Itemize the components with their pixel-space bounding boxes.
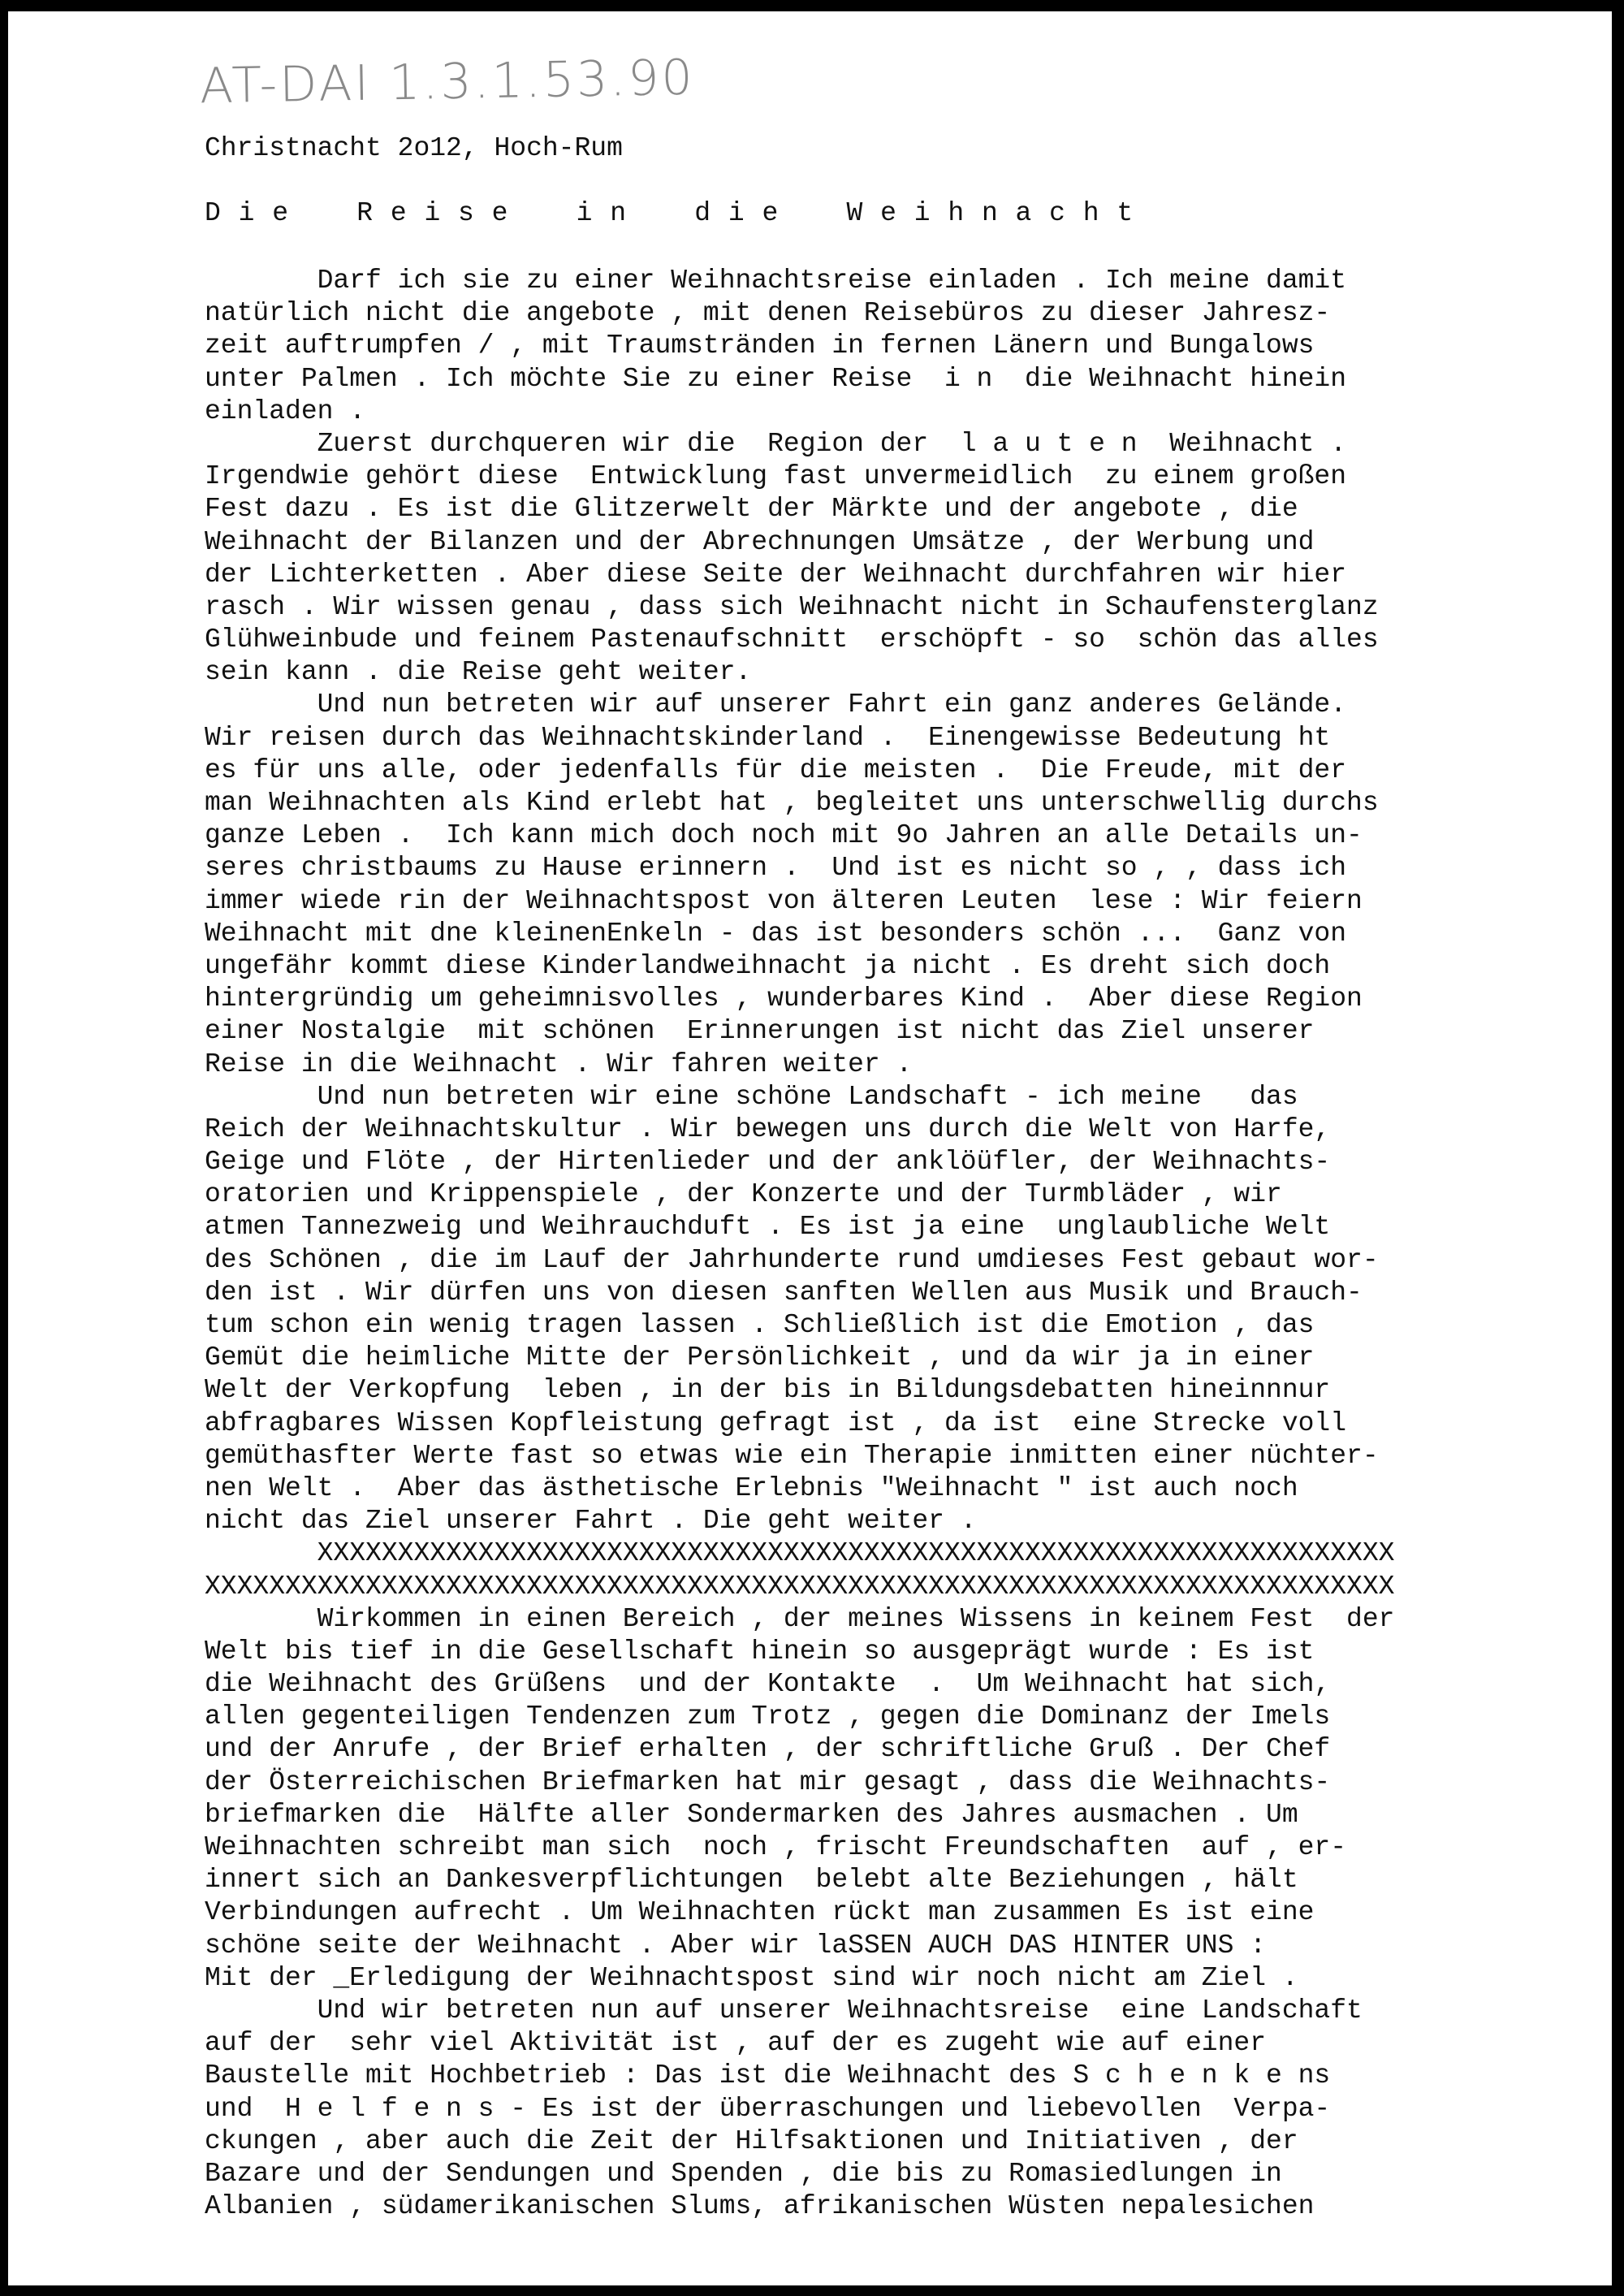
text-line: Weihnachten schreibt man sich noch , frischt Freundschaften auf , er- (205, 1832, 1347, 1862)
text-line: Weihnacht der Bilanzen und der Abrechnungen Umsätze , der Werbung und (205, 526, 1315, 557)
text-line: und der Anrufe , der Brief erhalten , der schriftliche Gruß . Der Chef (205, 1734, 1331, 1765)
text-line: unter Palmen . Ich möchte Sie zu einer Reise i n die Weihnacht hinein (205, 363, 1347, 394)
document-page (8, 11, 1612, 2285)
archive-signature: AT-DAI 1.3.1.53.90 (199, 49, 696, 115)
text-line: des Schönen , die im Lauf der Jahrhunderte rund umdieses Fest gebaut wor- (205, 1244, 1379, 1275)
text-line: Wir reisen durch das Weihnachtskinderland . Einengewisse Bedeutung ht (205, 722, 1331, 753)
text-line: man Weihnachten als Kind erlebt hat , begleitet uns unterschwellig durchs (205, 788, 1379, 818)
text-line: Reise in die Weihnacht . Wir fahren weiter . (205, 1049, 913, 1079)
text-line: hintergründig um geheimnisvolles , wunderbares Kind . Aber diese Region (205, 984, 1363, 1014)
text-line: schöne seite der Weihnacht . Aber wir laSSEN AUCH DAS HINTER UNS : (205, 1930, 1267, 1961)
text-line: seres christbaums zu Hause erinnern . Und ist es nicht so , , dass ich (205, 853, 1347, 884)
text-line: der Lichterketten . Aber diese Seite der Weihnacht durchfahren wir hier (205, 559, 1347, 590)
date-line: Christnacht 2o12, Hoch-Rum (205, 133, 623, 163)
text-line: Glühweinbude und feinem Pastenaufschnitt erschöpft - so schön das alles (205, 625, 1379, 655)
text-line: Baustelle mit Hochbetrieb : Das ist die Weihnacht des S c h e n k e ns (205, 2060, 1331, 2091)
text-line: zeit auftrumpfen / , mit Traumstränden in fernen Länern und Bungalows (205, 331, 1315, 361)
text-line: Gemüt die heimliche Mitte der Persönlichkeit , und da wir ja in einer (205, 1343, 1315, 1373)
text-line: gemüthasfter Werte fast so etwas wie ein Therapie inmitten einer nüchter- (205, 1440, 1379, 1471)
text-line: rasch . Wir wissen genau , dass sich Weihnacht nicht in Schaufensterglanz (205, 591, 1379, 622)
text-line: natürlich nicht die angebote , mit denen Reisebüros zu dieser Jahresz- (205, 298, 1331, 329)
text-line: ungefähr kommt diese Kinderlandweihnacht ja nicht . Es dreht sich doch (205, 950, 1331, 981)
text-line: den ist . Wir dürfen uns von diesen sanften Wellen aus Musik und Brauch- (205, 1277, 1363, 1308)
text-line: Mit der _Erledigung der Weihnachtspost sind wir noch nicht am Ziel . (205, 1962, 1298, 1993)
text-line: Und wir betreten nun auf unserer Weihnachtsreise eine Landschaft (205, 1995, 1363, 2026)
text-line: Welt bis tief in die Gesellschaft hinein so ausgeprägt wurde : Es ist (205, 1636, 1315, 1667)
text-line: abfragbares Wissen Kopfleistung gefragt ist , da ist eine Strecke voll (205, 1407, 1347, 1438)
text-line: Reich der Weihnachtskultur . Wir bewegen uns durch die Welt von Harfe, (205, 1113, 1331, 1144)
text-line: Zuerst durchqueren wir die Region der l a u t e n Weihnacht . (205, 428, 1347, 459)
text-line: ganze Leben . Ich kann mich doch noch mit 9o Jahren an alle Details un- (205, 820, 1363, 851)
text-line: der Österreichischen Briefmarken hat mir gesagt , dass die Weihnachts- (205, 1766, 1331, 1797)
text-line: briefmarken die Hälfte aller Sondermarken des Jahres ausmachen . Um (205, 1799, 1298, 1830)
text-line: Wirkommen in einen Bereich , der meines Wissens in keinem Fest der (205, 1603, 1395, 1634)
text-line: Und nun betreten wir eine schöne Landschaft - ich meine das (205, 1081, 1298, 1112)
text-line: tum schon ein wenig tragen lassen . Schließlich ist die Emotion , das (205, 1310, 1315, 1340)
text-line: atmen Tannezweig und Weihrauchduft . Es ist ja eine unglaubliche Welt (205, 1212, 1331, 1243)
text-line: es für uns alle, oder jedenfalls für die meisten . Die Freude, mit der (205, 755, 1347, 785)
text-line: XXXXXXXXXXXXXXXXXXXXXXXXXXXXXXXXXXXXXXXXXXXXXXXXXXXXXXXXXXXXXXXXXXXXXXXXXX (205, 1571, 1395, 1602)
text-line: die Weihnacht des Grüßens und der Kontakte . Um Weihnacht hat sich, (205, 1669, 1331, 1700)
text-line: Irgendwie gehört diese Entwicklung fast unvermeidlich zu einem großen (205, 461, 1347, 492)
text-line: Bazare und der Sendungen und Spenden , die bis zu Romasiedlungen in (205, 2158, 1282, 2189)
text-line: Und nun betreten wir auf unserer Fahrt ein ganz anderes Gelände. (205, 690, 1347, 720)
text-line: nen Welt . Aber das ästhetische Erlebnis "Weihnacht " ist auch noch (205, 1472, 1298, 1503)
text-line: einladen . (205, 396, 366, 426)
text-line: Fest dazu . Es ist die Glitzerwelt der Märkte und der angebote , die (205, 494, 1298, 525)
document-title: D i e R e i s e i n d i e W e i h n a c h t (205, 198, 1134, 228)
text-line: Darf ich sie zu einer Weihnachtsreise einladen . Ich meine damit (205, 266, 1347, 296)
text-line: nicht das Ziel unserer Fahrt . Die geht weiter . (205, 1506, 977, 1537)
text-line: einer Nostalgie mit schönen Erinnerungen ist nicht das Ziel unserer (205, 1016, 1315, 1047)
text-line: Welt der Verkopfung leben , in der bis in Bildungsdebatten hineinnnur (205, 1375, 1331, 1406)
text-line: Albanien , südamerikanischen Slums, afrikanischen Wüsten nepalesichen (205, 2191, 1315, 2222)
text-line: Verbindungen aufrecht . Um Weihnachten rückt man zusammen Es ist eine (205, 1897, 1315, 1928)
text-line: XXXXXXXXXXXXXXXXXXXXXXXXXXXXXXXXXXXXXXXXXXXXXXXXXXXXXXXXXXXXXXXXXXX (205, 1538, 1395, 1569)
text-line: und H e l f e n s - Es ist der überraschungen und liebevollen Verpa- (205, 2093, 1331, 2124)
text-line: sein kann . die Reise geht weiter. (205, 657, 752, 688)
body-text (205, 265, 1394, 2223)
text-line: Weihnacht mit dne kleinenEnkeln - das ist besonders schön ... Ganz von (205, 918, 1347, 949)
text-line: Geige und Flöte , der Hirtenlieder und der anklöüfler, der Weihnachts- (205, 1147, 1331, 1178)
text-line: auf der sehr viel Aktivität ist , auf der es zugeht wie auf einer (205, 2028, 1267, 2059)
text-line: allen gegenteiligen Tendenzen zum Trotz , gegen die Dominanz der Imels (205, 1701, 1331, 1732)
text-line: innert sich an Dankesverpflichtungen belebt alte Beziehungen , hält (205, 1865, 1298, 1896)
text-line: immer wiede rin der Weihnachtspost von älteren Leuten lese : Wir feiern (205, 885, 1363, 916)
text-line: oratorien und Krippenspiele , der Konzerte und der Turmbläder , wir (205, 1179, 1282, 1210)
text-line: ckungen , aber auch die Zeit der Hilfsaktionen und Initiativen , der (205, 2125, 1298, 2156)
